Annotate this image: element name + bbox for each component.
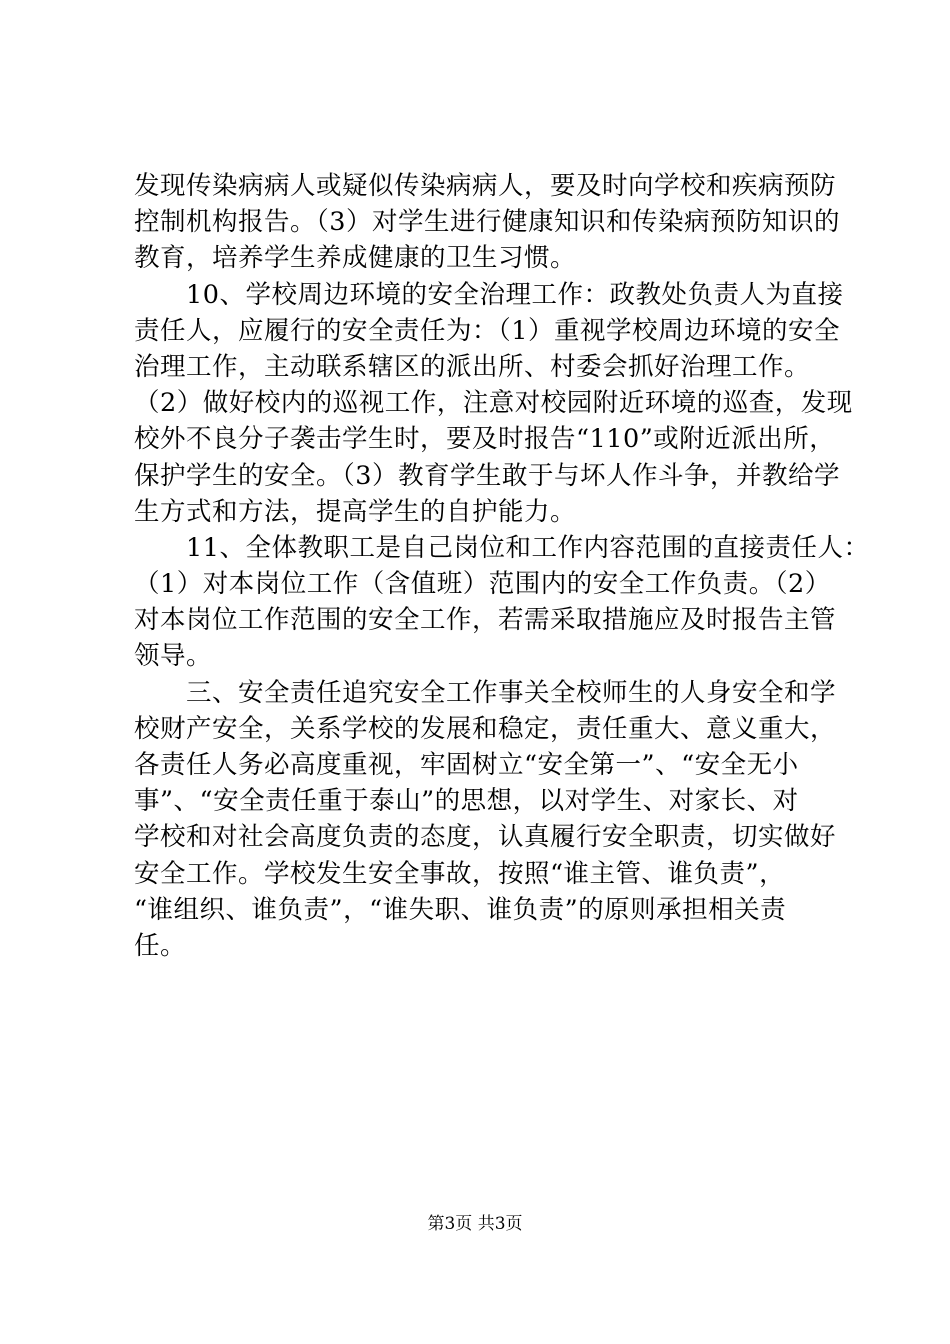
text-line: 治理工作，主动联系辖区的派出所、村委会抓好治理工作。 [134, 351, 811, 382]
document-body [134, 168, 870, 964]
text-line: 教育，培养学生养成健康的卫生习惯。 [134, 243, 577, 274]
text-line: 各责任人务必高度重视，牢固树立“安全第一”、“安全无小 [134, 750, 799, 780]
text-line: 事”、“安全责任重于泰山”的思想，以对学生、对家长、对 [134, 786, 799, 817]
text-line: 校外不良分子袭击学生时，要及时报告“110”或附近派出所， [134, 424, 836, 455]
text-line: 学校和对社会高度负责的态度，认真履行安全职责，切实做好 [134, 822, 837, 853]
text-line: 保护学生的安全。（3）教育学生敢于与坏人作斗争，并教给学 [134, 460, 840, 491]
text-line: 对本岗位工作范围的安全工作，若需采取措施应及时报告主管 [134, 605, 837, 636]
text-line: 安全工作。学校发生安全事故，按照“谁主管、谁负责”， [134, 858, 786, 889]
text-line: （2）做好校内的巡视工作，注意对校园附近环境的巡查，发现 [134, 388, 853, 419]
text-line: 10、学校周边环境的安全治理工作：政教处负责人为直接 [134, 279, 844, 310]
text-line: 11、全体教职工是自己岗位和工作内容范围的直接责任人： [134, 532, 870, 563]
text-line: 校财产安全，关系学校的发展和稳定，责任重大、意义重大， [134, 713, 837, 744]
text-line: 发现传染病病人或疑似传染病病人，要及时向学校和疾病预防 [134, 171, 837, 201]
text-line: 任。 [134, 930, 187, 961]
text-line: 三、安全责任追究安全工作事关全校师生的人身安全和学 [134, 677, 837, 708]
page-number-footer: 第3页 共3页 [427, 1214, 523, 1234]
text-line: 领导。 [134, 641, 213, 672]
text-line: 责任人，应履行的安全责任为：（1）重视学校周边环境的安全 [134, 315, 840, 346]
text-line: 生方式和方法，提高学生的自护能力。 [134, 496, 577, 527]
text-line: 控制机构报告。（3）对学生进行健康知识和传染病预防知识的 [134, 207, 840, 238]
text-line: （1）对本岗位工作（含值班）范围内的安全工作负责。（2） [134, 569, 831, 600]
text-line: “谁组织、谁负责”，“谁失职、谁负责”的原则承担相关责 [134, 894, 787, 925]
